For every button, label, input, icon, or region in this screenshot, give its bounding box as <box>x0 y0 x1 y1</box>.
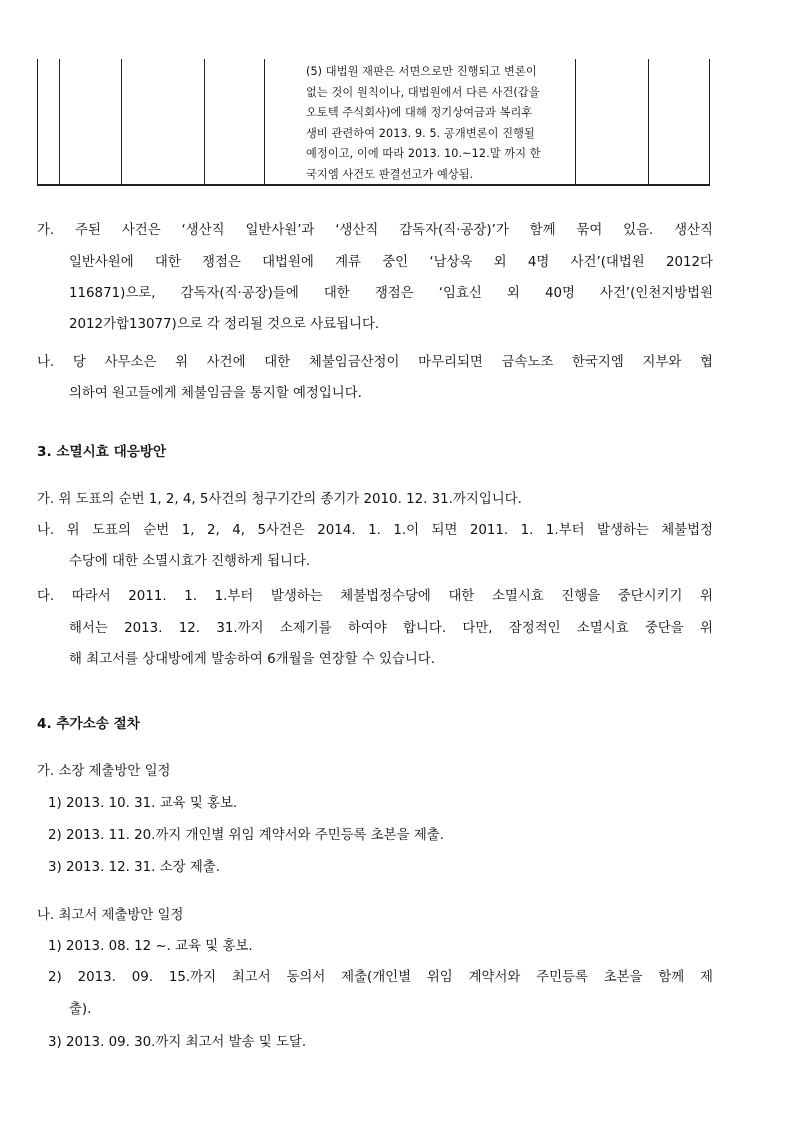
paragraph-line: 일반사원에 대한 쟁점은 대법원에 계류 중인 ‘남상욱 외 4명 사건’(대법원 2012다 <box>69 255 713 270</box>
table-column-divider <box>59 59 60 184</box>
cell-text-line: (5) 대법원 재판은 서면으로만 진행되고 변론이 <box>306 65 537 78</box>
list-item: 3) 2013. 09. 30.까지 최고서 발송 및 도달. <box>48 1035 307 1050</box>
list-item: 출). <box>69 1002 92 1017</box>
paragraph-line: 해 최고서를 상대방에게 발송하여 6개월을 연장할 수 있습니다. <box>69 652 435 667</box>
paragraph-line: 수당에 대한 소멸시효가 진행하게 됩니다. <box>69 554 311 569</box>
list-item: 3) 2013. 12. 31. 소장 제출. <box>48 860 220 875</box>
paragraph-line: 의하여 원고들에게 체불임금을 통지할 예정입니다. <box>69 386 362 401</box>
paragraph-line: 해서는 2013. 12. 31.까지 소제기를 하여야 합니다. 다만, 잠정적인 소멸시효 중단을 위 <box>69 621 713 636</box>
list-item: 1) 2013. 08. 12 ~. 교육 및 홍보. <box>48 939 253 954</box>
paragraph-line: 116871)으로, 감독자(직·공장)들에 대한 쟁점은 ‘임효신 외 40명 사건’(인천지방법원 <box>69 286 713 301</box>
section-heading: 3. 소멸시효 대응방안 <box>37 444 167 460</box>
schedule-table <box>37 59 710 186</box>
table-column-divider <box>121 59 122 184</box>
subsection-title: 가. 소장 제출방안 일정 <box>37 764 171 779</box>
cell-text-line: 오토텍 주식회사)에 대해 정기상여금과 복리후 <box>306 106 533 120</box>
section-heading: 4. 추가소송 절차 <box>37 716 140 732</box>
list-item: 2) 2013. 11. 20.까지 개인별 위임 계약서와 주민등록 초본을 제출. <box>48 828 444 843</box>
cell-text-line: 생비 관련하여 2013. 9. 5. 공개변론이 진행될 <box>306 126 535 140</box>
paragraph-line: 가. 주된 사건은 ‘생산직 일반사원’과 ‘생산직 감독자(직·공장)’가 함께 묶여 있음. 생산직 <box>37 223 713 238</box>
cell-text-line: 국지엠 사건도 판결선고가 예상됨. <box>306 167 474 181</box>
table-column-divider <box>264 59 265 184</box>
table-column-divider <box>648 59 649 184</box>
paragraph-line: 나. 당 사무소은 위 사건에 대한 체불임금산정이 마무리되면 금속노조 한국지엠 지부와 협 <box>37 355 713 370</box>
table-column-divider <box>204 59 205 184</box>
table-cell-note <box>306 62 608 186</box>
paragraph-line: 나. 위 도표의 순번 1, 2, 4, 5사건은 2014. 1. 1.이 되면 2011. 1. 1.부터 발생하는 체불법정 <box>37 523 713 538</box>
paragraph-line: 다. 따라서 2011. 1. 1.부터 발생하는 체불법정수당에 대한 소멸시효 진행을 중단시키기 위 <box>37 589 713 604</box>
subsection-title: 나. 최고서 제출방안 일정 <box>37 908 184 923</box>
cell-text-line: 없는 것이 원칙이나, 대법원에서 다른 사건(갑을 <box>306 85 540 99</box>
list-item: 2) 2013. 09. 15.까지 최고서 동의서 제출(개인별 위임 계약서와 주민등록 초본을 함께 제 <box>48 970 713 985</box>
cell-text-line: 예정이고, 이에 따라 2013. 10.~12.말 까지 한 <box>306 147 541 161</box>
paragraph-line: 가. 위 도표의 순번 1, 2, 4, 5사건의 청구기간의 종기가 2010. 12. 31.까지입니다. <box>37 492 522 507</box>
paragraph-line: 2012가합13077)으로 각 정리될 것으로 사료됩니다. <box>69 317 380 332</box>
list-item: 1) 2013. 10. 31. 교육 및 홍보. <box>48 796 238 811</box>
